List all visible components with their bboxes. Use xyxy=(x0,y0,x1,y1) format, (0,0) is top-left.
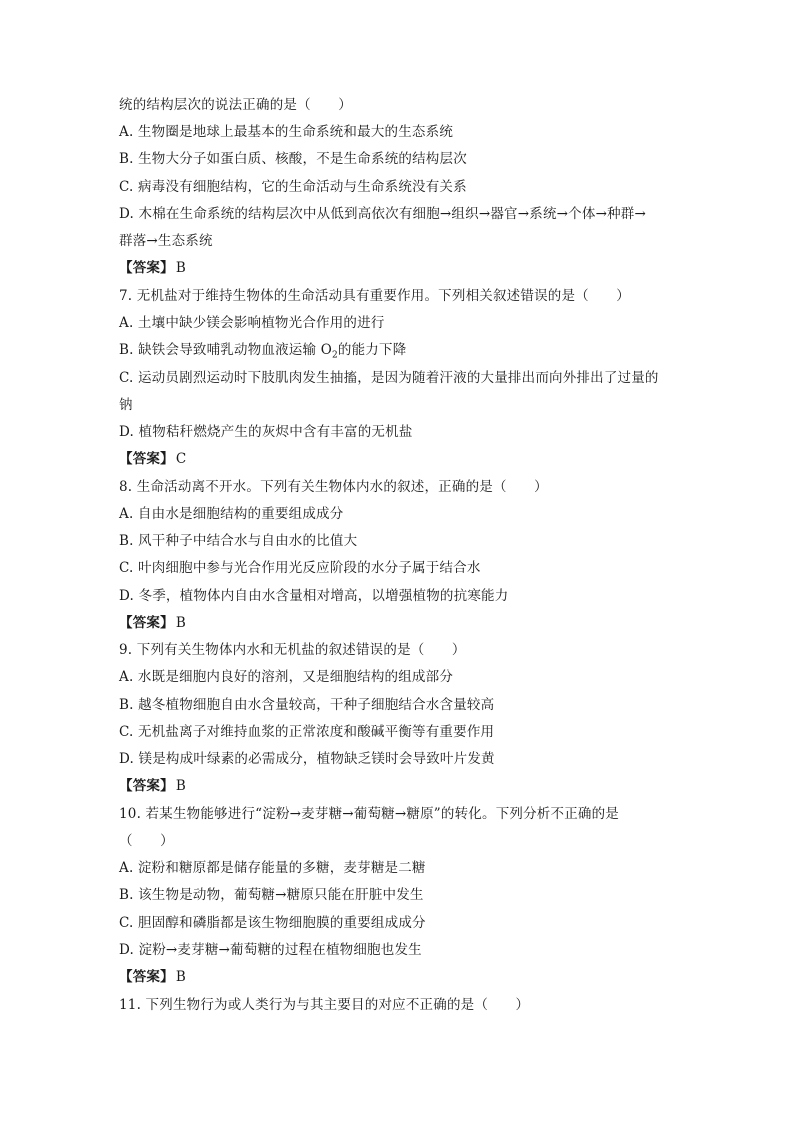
q7-option-b-text-end: 的能力下降 xyxy=(337,342,407,358)
q10-option-d: D. 淀粉→麦芽糖→葡萄糖的过程在植物细胞也发生 xyxy=(119,942,422,958)
q7-answer xyxy=(119,449,699,469)
q6-option-d-cont: 群落→生态系统 xyxy=(119,233,213,249)
answer-value: B xyxy=(175,778,186,794)
q8-option-b: B. 风干种子中结合水与自由水的比值大 xyxy=(119,533,358,549)
q10-stem: 10. 若某生物能够进行“淀粉→麦芽糖→葡萄糖→糖原”的转化。下列分析不正确的是 xyxy=(119,806,619,822)
q10-option-b: B. 该生物是动物，葡萄糖→糖原只能在肝脏中发生 xyxy=(119,887,424,903)
answer-label: 【答案】 xyxy=(119,615,174,631)
q10-answer xyxy=(119,967,699,987)
q6-option-c: C. 病毒没有细胞结构，它的生命活动与生命系统没有关系 xyxy=(119,179,467,195)
q7-option-b-text: B. 缺铁会导致哺乳动物血液运输 O xyxy=(119,342,332,358)
q10-option-a: A. 淀粉和糖原都是储存能量的多糖，麦芽糖是二糖 xyxy=(119,860,426,876)
q8-option-a: A. 自由水是细胞结构的重要组成成分 xyxy=(119,506,344,522)
q6-option-b: B. 生物大分子如蛋白质、核酸，不是生命系统的结构层次 xyxy=(119,151,467,167)
q6-answer xyxy=(119,258,699,278)
q10-option-c: C. 胆固醇和磷脂都是该生物细胞膜的重要组成成分 xyxy=(119,915,426,931)
q9-option-d: D. 镁是构成叶绿素的必需成分，植物缺乏镁时会导致叶片发黄 xyxy=(119,751,495,767)
answer-label: 【答案】 xyxy=(119,451,174,467)
answer-value: B xyxy=(175,615,186,631)
q9-option-a: A. 水既是细胞内良好的溶剂，又是细胞结构的组成部分 xyxy=(119,669,454,685)
answer-value: B xyxy=(175,969,186,985)
q7-option-d: D. 植物秸秆燃烧产生的灰烬中含有丰富的无机盐 xyxy=(119,424,413,440)
q8-option-d: D. 冬季，植物体内自由水含量相对增高，以增强植物的抗寒能力 xyxy=(119,588,509,604)
q11-stem: 11. 下列生物行为或人类行为与其主要目的对应不正确的是（ ） xyxy=(119,997,530,1013)
q9-option-c: C. 无机盐离子对维持血浆的正常浓度和酸碱平衡等有重要作用 xyxy=(119,724,495,740)
q6-stem: 统的结构层次的说法正确的是（ ） xyxy=(119,97,352,113)
q6-option-a: A. 生物圈是地球上最基本的生命系统和最大的生态系统 xyxy=(119,124,454,140)
q6-option-d: D. 木棉在生命系统的结构层次中从低到高依次有细胞→组织→器官→系统→个体→种群→ xyxy=(119,206,646,222)
answer-label: 【答案】 xyxy=(119,260,174,276)
q9-answer xyxy=(119,776,699,796)
q7-stem: 7. 无机盐对于维持生物体的生命活动具有重要作用。下列相关叙述错误的是（ ） xyxy=(119,288,630,304)
answer-value: C xyxy=(175,451,187,467)
q7-option-b-subscript: 2 xyxy=(331,350,338,361)
q9-stem: 9. 下列有关生物体内水和无机盐的叙述错误的是（ ） xyxy=(119,642,466,658)
q8-answer xyxy=(119,613,699,633)
q8-option-c: C. 叶肉细胞中参与光合作用光反应阶段的水分子属于结合水 xyxy=(119,560,481,576)
q8-stem: 8. 生命活动离不开水。下列有关生物体内水的叙述，正确的是（ ） xyxy=(119,479,548,495)
q7-option-b xyxy=(119,340,699,360)
q10-stem-cont: （ ） xyxy=(119,833,174,849)
q9-option-b: B. 越冬植物细胞自由水含量较高，干种子细胞结合水含量较高 xyxy=(119,697,495,713)
q7-option-c: C. 运动员剧烈运动时下肢肌肉发生抽搐，是因为随着汗液的大量排出而向外排出了过量的 xyxy=(119,370,659,386)
q7-option-a: A. 土壤中缺少镁会影响植物光合作用的进行 xyxy=(119,315,385,331)
q7-option-c-cont: 钠 xyxy=(119,397,133,413)
answer-label: 【答案】 xyxy=(119,778,174,794)
answer-label: 【答案】 xyxy=(119,969,174,985)
answer-value: B xyxy=(175,260,186,276)
